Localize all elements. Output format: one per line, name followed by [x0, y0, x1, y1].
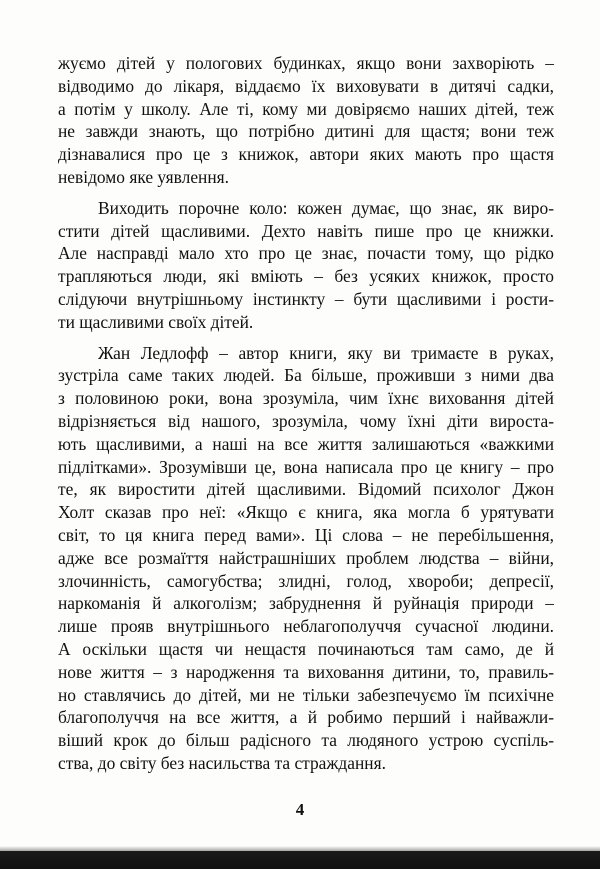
scan-bottom-border	[0, 851, 600, 869]
page-number: 4	[295, 800, 305, 819]
text-line: а потім у школу. Але ті, кому ми довіряємо наших дітей, теж	[58, 99, 554, 119]
text-line: ства, до світу без насильства та страждання.	[58, 753, 386, 773]
text-line: слідуючи внутрішньому інстинкту – бути щасливими і рости-	[58, 289, 554, 309]
text-line: підлітками». Зрозумівши це, вона написала про це книгу – про	[58, 457, 554, 477]
text-line: стити дітей щасливими. Дехто навіть пише про це книжки.	[58, 221, 554, 241]
text-line: Холт сказав про неї: «Якщо є книга, яка могла б урятувати	[58, 502, 554, 522]
text-line: лише прояв внутрішнього неблагополуччя сучасної людини.	[58, 616, 554, 636]
text-line: Але насправді мало хто про це знає, почасти тому, що рідко	[58, 243, 554, 263]
text-line: віший крок до більш радісного та людяного устрою суспіль-	[58, 730, 554, 750]
text-line: дізнавалися про це з книжок, автори яких мають про щастя	[58, 144, 554, 164]
text-line: зустріла саме таких людей. Ба більше, проживши з ними два	[58, 365, 554, 385]
text-line: адже все розмаїття найстрашніших проблем людства – війни,	[58, 548, 554, 568]
text-line: відрізняється від нашого, зрозуміла, чому їхні діти вироста-	[58, 411, 554, 431]
text-line: Жан Ледлофф – автор книги, яку ви тримаєте в руках,	[98, 343, 554, 363]
text-line: ють щасливими, а наші на все життя залишаються «важкими	[58, 434, 554, 454]
text-line: те, як виростити дітей щасливими. Відомий психолог Джон	[58, 479, 554, 499]
text-line: благополуччя на все життя, а й робимо перший і найважли-	[58, 707, 554, 727]
text-line: А оскільки щастя чи нещастя починаються там само, де й	[58, 639, 554, 659]
text-line: з половиною роки, вона зрозуміла, чим їхнє виховання дітей	[58, 388, 554, 408]
text-line: наркоманія й алкоголізм; забруднення й руйнація природи –	[58, 593, 554, 613]
text-line: світ, то ця книга перед вами». Ці слова – не перебільшення,	[58, 525, 554, 545]
text-line: невідомо яке уявлення.	[58, 167, 230, 187]
text-line: трапляються люди, які вміють – без усяких книжок, просто	[58, 266, 554, 286]
text-line: ти щасливими своїх дітей.	[58, 312, 254, 332]
text-line: Виходить порочне коло: кожен думає, що знає, як виро-	[98, 198, 554, 218]
text-line: но ставлячись до дітей, ми не тільки забезпечуємо їм психічне	[58, 685, 554, 705]
text-line: відводимо до лікаря, віддаємо їх виховувати в дитячі садки,	[58, 76, 554, 96]
text-line: злочинність, самогубства; злидні, голод, хвороби; депресії,	[58, 571, 554, 591]
text-line: жуємо дітей у пологових будинках, якщо вони захворіють –	[58, 53, 554, 73]
text-line: нове життя – з народження та виховання дитини, то, правиль-	[58, 662, 554, 682]
text-line: не завжди знають, що потрібно дитині для щастя; вони теж	[58, 121, 554, 141]
